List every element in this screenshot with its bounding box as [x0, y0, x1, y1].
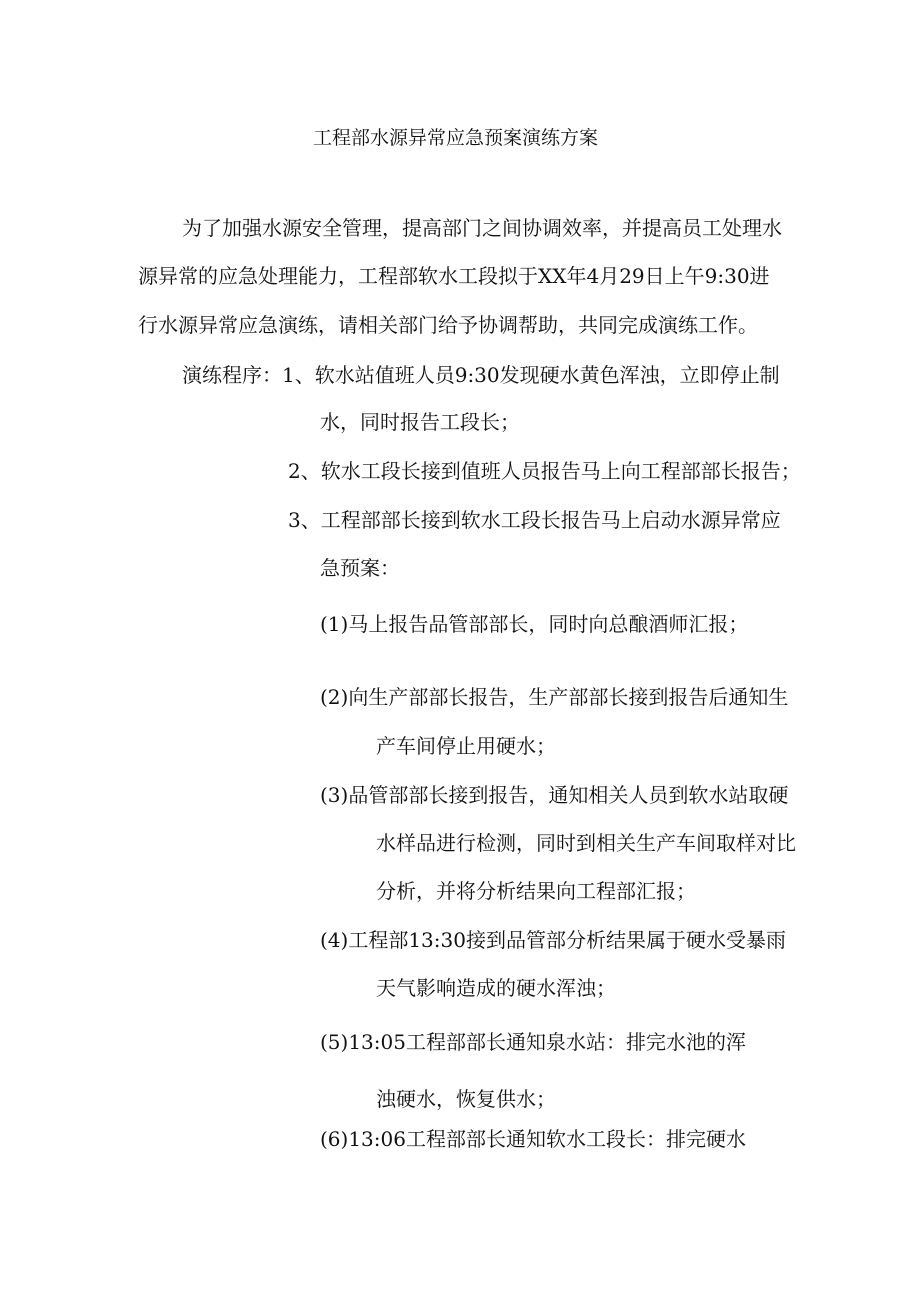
substep-3-line: 水样品进行检测，同时到相关生产车间取样对比 [376, 831, 796, 855]
step-1-line: 水，同时报告工段长； [320, 410, 520, 434]
page-title: 工程部水源异常应急预案演练方案 [313, 127, 599, 149]
substep-4-line: 天气影响造成的硬水浑浊； [376, 976, 616, 1000]
substep-1-line: (1)马上报告品管部部长，同时向总酿酒师汇报； [320, 612, 749, 636]
substep-3-line: 分析，并将分析结果向工程部汇报； [376, 879, 696, 903]
intro-paragraph-line: 行水源异常应急演练，请相关部门给予协调帮助，共同完成演练工作。 [138, 313, 758, 337]
procedure-label: 演练程序： [182, 363, 282, 387]
step-1-line: 1、软水站值班人员9:30发现硬水黄色浑浊，立即停止制 [282, 363, 780, 387]
step-2-line: 2、软水工段长接到值班人员报告马上向工程部部长报告； [288, 459, 801, 483]
substep-3-line: (3)品管部部长接到报告，通知相关人员到软水站取硬 [320, 783, 789, 807]
substep-4-line: (4)工程部13:30接到品管部分析结果属于硬水受暴雨 [320, 928, 786, 952]
step-3-line: 急预案： [320, 556, 400, 580]
substep-2-line: 产车间停止用硬水； [376, 734, 556, 758]
substep-6-line: (6)13:06工程部部长通知软水工段长：排完硬水 [320, 1127, 746, 1151]
intro-paragraph-line: 为了加强水源安全管理，提高部门之间协调效率，并提高员工处理水 [182, 216, 782, 240]
step-3-line: 3、工程部部长接到软水工段长报告马上启动水源异常应 [288, 508, 781, 532]
intro-paragraph-line: 源异常的应急处理能力，工程部软水工段拟于XX年4月29日上午9:30进 [138, 264, 770, 288]
substep-2-line: (2)向生产部部长报告，生产部部长接到报告后通知生 [320, 685, 789, 709]
substep-5-line: 浊硬水，恢复供水； [376, 1087, 556, 1111]
substep-5-line: (5)13:05工程部部长通知泉水站：排完水池的浑 [320, 1030, 746, 1054]
